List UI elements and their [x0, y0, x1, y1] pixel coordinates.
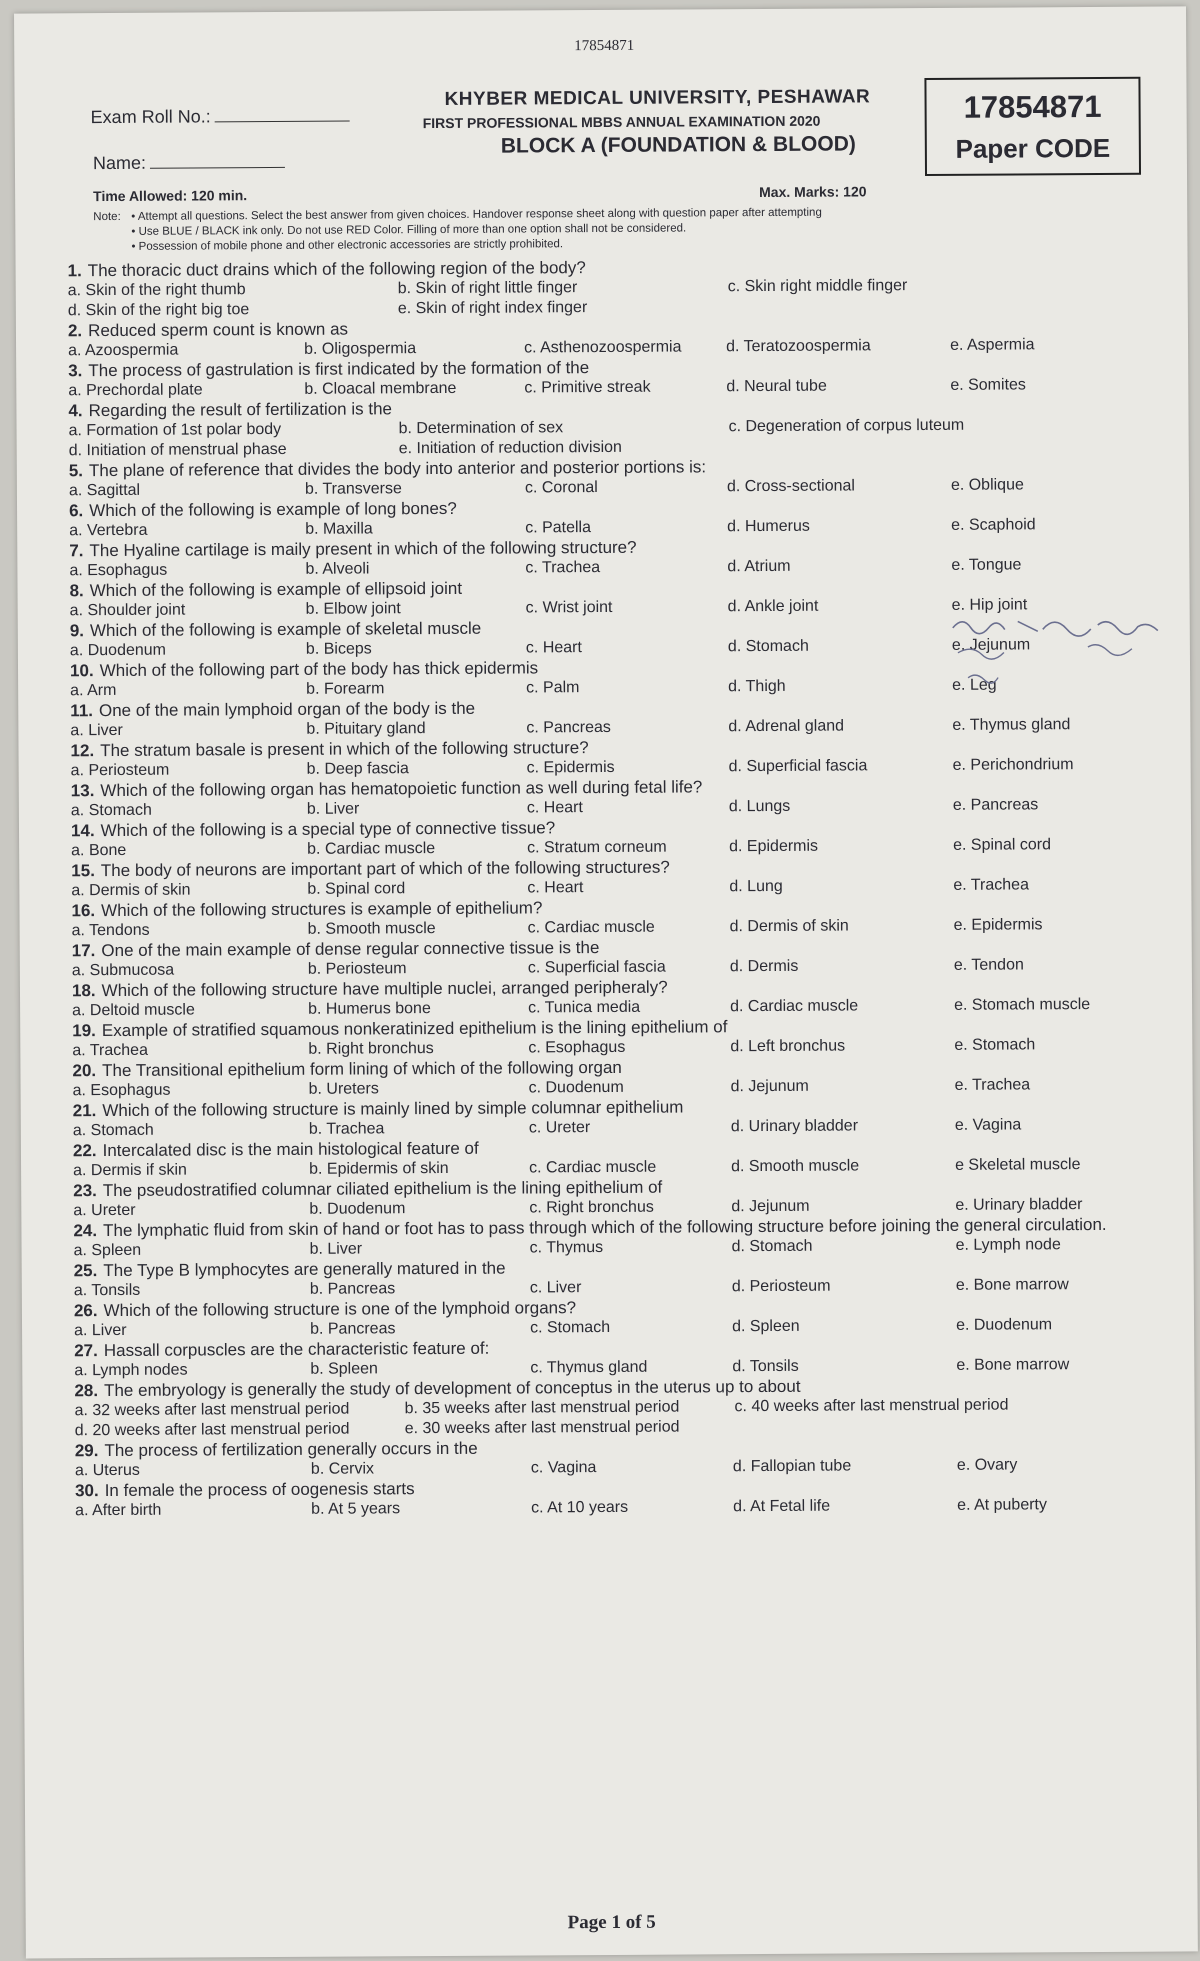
- answer-option[interactable]: a. Sagittal: [68, 481, 141, 500]
- answer-option[interactable]: d. Ankle joint: [727, 597, 819, 616]
- answer-option[interactable]: a. Stomach: [70, 801, 152, 820]
- answer-option[interactable]: e. Urinary bladder: [955, 1196, 1083, 1214]
- answer-option[interactable]: b. Maxilla: [305, 520, 373, 538]
- question-number: 16.: [71, 901, 96, 921]
- question-number: 10.: [69, 661, 94, 681]
- answer-option[interactable]: c. Tunica media: [528, 998, 641, 1017]
- answer-option[interactable]: e. Stomach: [954, 1036, 1036, 1054]
- question-item: [23, 1434, 1195, 1481]
- question-item: [19, 854, 1191, 901]
- question-number: 15.: [71, 861, 95, 881]
- question-text: In female the process of oogenesis starts: [104, 1479, 415, 1501]
- question-text: Hassall corpuscles are the characteristic feature of:: [103, 1338, 490, 1361]
- question-item: [22, 1294, 1194, 1341]
- answer-option[interactable]: e. Lymph node: [955, 1236, 1061, 1254]
- answer-option[interactable]: d. Dermis: [729, 957, 799, 976]
- answer-option[interactable]: a. Uterus: [74, 1461, 140, 1480]
- note-item: • Attempt all questions. Select the best answer from given choices. Handover response sheet along with question paper after attempting: [131, 206, 822, 223]
- question-list: [16, 254, 1196, 1521]
- answer-option[interactable]: e. Duodenum: [955, 1316, 1053, 1334]
- answer-option[interactable]: e. Initiation of reduction division: [398, 438, 622, 458]
- question-item: [20, 974, 1192, 1021]
- answer-option[interactable]: e. At puberty: [957, 1496, 1048, 1514]
- answer-option[interactable]: a. 32 weeks after last menstrual period: [74, 1400, 350, 1420]
- answer-options: [68, 274, 1188, 321]
- question-number: 27.: [74, 1341, 98, 1361]
- question-text: Regarding the result of fertilization is the: [88, 399, 393, 421]
- question-item: [16, 394, 1188, 461]
- question-text: Which of the following structures is example of epithelium?: [101, 898, 543, 921]
- roll-line: [215, 121, 350, 123]
- question-number: 3.: [68, 361, 83, 381]
- note-item: • Use BLUE / BLACK ink only. Do not use RED Color. Filling of more than one option shall not be considered.: [131, 222, 687, 238]
- answer-option[interactable]: e. Trachea: [953, 876, 1030, 894]
- question-number: 13.: [70, 781, 95, 801]
- answer-option[interactable]: a. Tendons: [71, 921, 150, 940]
- question-text: The Hyaline cartilage is maily present in which of the following structure?: [89, 537, 637, 561]
- answer-option[interactable]: b. Spleen: [310, 1360, 378, 1378]
- answer-option[interactable]: a. Skin of the right thumb: [67, 281, 246, 300]
- answer-option[interactable]: a. Dermis of skin: [71, 881, 191, 900]
- answer-option[interactable]: b. Forearm: [306, 680, 385, 698]
- answer-option[interactable]: b. Duodenum: [309, 1200, 406, 1218]
- answer-option[interactable]: a. Liver: [74, 1321, 127, 1340]
- answer-option[interactable]: d. Left bronchus: [730, 1037, 846, 1056]
- question-number: 19.: [72, 1021, 96, 1041]
- answer-option[interactable]: d. Urinary bladder: [730, 1117, 859, 1136]
- answer-option[interactable]: c. Superficial fascia: [527, 958, 666, 977]
- question-number: 7.: [69, 541, 84, 561]
- answer-option[interactable]: c. Epidermis: [526, 758, 615, 777]
- paper-code-box: [924, 77, 1141, 176]
- exam-paper: [14, 6, 1198, 1958]
- question-item: [19, 774, 1191, 821]
- answer-option[interactable]: c. Liver: [529, 1279, 582, 1297]
- answer-option[interactable]: a. Stomach: [72, 1121, 154, 1140]
- answer-option[interactable]: e. Stomach muscle: [954, 996, 1091, 1014]
- name-line: [150, 167, 285, 169]
- answer-option[interactable]: b. Liver: [306, 800, 360, 818]
- answer-option[interactable]: b. Skin of right little finger: [397, 279, 578, 298]
- question-text: Which of the following is a special type of connective tissue?: [100, 818, 556, 841]
- question-item: [20, 1014, 1192, 1061]
- answer-option[interactable]: b. Cardiac muscle: [307, 840, 436, 858]
- answer-option[interactable]: a. Bone: [71, 841, 127, 860]
- answer-option[interactable]: d. Teratozoospermia: [726, 337, 871, 356]
- question-item: [17, 454, 1189, 501]
- answer-option[interactable]: d. At Fetal life: [733, 1497, 831, 1516]
- question-number: 1.: [67, 261, 82, 281]
- answer-option[interactable]: b. Ureters: [308, 1080, 379, 1098]
- answer-option[interactable]: a. Duodenum: [69, 641, 167, 660]
- answer-option[interactable]: a. Dermis if skin: [73, 1161, 187, 1180]
- answer-option[interactable]: b. Humerus bone: [308, 1000, 431, 1018]
- instructions: [93, 203, 1187, 255]
- question-item: [16, 354, 1188, 401]
- question-number: 8.: [69, 581, 84, 601]
- note-label: Note:: [93, 210, 121, 224]
- question-text: The Type B lymphocytes are generally matured in the: [103, 1258, 506, 1281]
- answer-option[interactable]: e Skeletal muscle: [955, 1156, 1081, 1174]
- question-number: 20.: [72, 1061, 97, 1081]
- paper-code-number: 17854871: [963, 88, 1102, 125]
- answer-option[interactable]: c. Trachea: [525, 559, 601, 577]
- question-item: [21, 1214, 1193, 1261]
- question-item: [23, 1474, 1195, 1521]
- answer-option[interactable]: d. Lungs: [728, 797, 791, 816]
- question-number: 26.: [73, 1301, 98, 1321]
- answer-option[interactable]: e. Trachea: [954, 1076, 1031, 1094]
- answer-option[interactable]: d. Stomach: [731, 1237, 813, 1256]
- answer-option[interactable]: e. Tongue: [951, 556, 1022, 574]
- answer-option[interactable]: c. Vagina: [530, 1459, 597, 1477]
- question-number: 9.: [69, 621, 85, 641]
- question-item: [22, 1254, 1194, 1301]
- answer-option[interactable]: d. Lung: [729, 877, 783, 896]
- answer-option[interactable]: a. Shoulder joint: [69, 601, 186, 620]
- question-number: 22.: [72, 1141, 97, 1161]
- answer-option[interactable]: a. Ureter: [73, 1201, 136, 1220]
- question-text: The lymphatic fluid from skin of hand or foot has to pass through which of the following structure before joining the general circulation.: [103, 1214, 1107, 1241]
- question-item: [18, 694, 1190, 741]
- answer-option[interactable]: c. Primitive streak: [524, 378, 651, 397]
- question-item: [19, 814, 1191, 861]
- answer-option[interactable]: b. Pancreas: [310, 1320, 396, 1338]
- question-number: 25.: [73, 1261, 98, 1281]
- answer-option[interactable]: e. Spinal cord: [953, 836, 1052, 854]
- answer-option[interactable]: c. 40 weeks after last menstrual period: [734, 1396, 1009, 1416]
- answer-option[interactable]: e. Somites: [950, 376, 1026, 394]
- answer-option[interactable]: b. Spinal cord: [307, 880, 406, 898]
- answer-option[interactable]: d. Initiation of menstrual phase: [68, 440, 287, 460]
- answer-option[interactable]: d. Neural tube: [726, 377, 827, 396]
- answer-option[interactable]: c. Esophagus: [528, 1038, 626, 1057]
- question-text: Example of stratified squamous nonkeratinized epithelium is the lining epithelium of: [101, 1017, 728, 1041]
- answer-option[interactable]: a. Esophagus: [72, 1081, 171, 1100]
- answer-option[interactable]: c. Thymus: [529, 1239, 604, 1257]
- answer-option[interactable]: e. 30 weeks after last menstrual period: [404, 1418, 680, 1438]
- question-text: Intercalated disc is the main histological feature of: [102, 1138, 479, 1161]
- answer-option[interactable]: d. Cardiac muscle: [730, 997, 859, 1016]
- question-text: Which of the following organ has hematopoietic function as well during fetal life?: [100, 777, 703, 801]
- answer-option[interactable]: d. Skin of the right big toe: [67, 301, 250, 320]
- answer-option[interactable]: c. Ureter: [528, 1119, 591, 1137]
- answer-option[interactable]: b. Epidermis of skin: [309, 1159, 449, 1178]
- answer-option[interactable]: d. 20 weeks after last menstrual period: [74, 1420, 350, 1440]
- question-number: 24.: [73, 1221, 98, 1241]
- answer-option[interactable]: d. Tonsils: [732, 1357, 799, 1376]
- roll-number-field: [91, 106, 350, 129]
- answer-option[interactable]: d. Humerus: [727, 517, 810, 536]
- exam-header: [14, 6, 1187, 188]
- question-number: 14.: [70, 821, 95, 841]
- answer-option[interactable]: d. Dermis of skin: [729, 917, 849, 936]
- answer-option[interactable]: a. Trachea: [72, 1041, 149, 1060]
- answer-option[interactable]: e. Tendon: [953, 956, 1024, 974]
- answer-option[interactable]: c. Palm: [526, 679, 580, 697]
- answer-options: [69, 414, 1189, 461]
- answer-option[interactable]: e. Jejunum: [951, 636, 1031, 654]
- answer-option[interactable]: b. At 5 years: [311, 1500, 401, 1518]
- question-item: [17, 534, 1189, 581]
- answer-option[interactable]: e. Skin of right index finger: [397, 299, 588, 318]
- answer-option[interactable]: c. Heart: [526, 799, 583, 817]
- question-text: The thoracic duct drains which of the following region of the body?: [87, 258, 586, 281]
- answer-option[interactable]: c. Patella: [525, 519, 592, 537]
- question-item: [16, 314, 1188, 361]
- answer-option[interactable]: c. Right bronchus: [529, 1198, 654, 1217]
- answer-option[interactable]: d. Spleen: [731, 1317, 800, 1336]
- answer-option[interactable]: c. Cardiac muscle: [529, 1158, 657, 1177]
- question-item: [18, 734, 1190, 781]
- answer-option[interactable]: a. Liver: [70, 721, 123, 740]
- question-item: [20, 1054, 1192, 1101]
- answer-option[interactable]: d. Smooth muscle: [731, 1157, 860, 1176]
- question-text: One of the main lymphoid organ of the body is the: [98, 698, 476, 721]
- answer-option[interactable]: b. Determination of sex: [398, 419, 564, 438]
- university-name: KHYBER MEDICAL UNIVERSITY, PESHAWAR: [444, 86, 871, 110]
- answer-option[interactable]: e. Scaphoid: [951, 516, 1036, 534]
- answer-option[interactable]: e. Hip joint: [951, 596, 1028, 614]
- question-number: 23.: [73, 1181, 97, 1201]
- answer-option[interactable]: c. At 10 years: [531, 1498, 629, 1517]
- question-text: Reduced sperm count is known as: [88, 319, 349, 341]
- answer-option[interactable]: a. Esophagus: [69, 561, 168, 580]
- question-text: Which of the following is example of ellipsoid joint: [89, 578, 463, 601]
- answer-option[interactable]: a. Spleen: [73, 1241, 142, 1260]
- answer-option[interactable]: b. Alveoli: [305, 560, 370, 578]
- question-text: The Transitional epithelium form lining of which of the following organ: [102, 1057, 622, 1081]
- answer-option[interactable]: c. Asthenozoospermia: [524, 338, 682, 357]
- note-item: • Possession of mobile phone and other electronic accessories are strictly prohibited.: [131, 238, 564, 253]
- answer-option[interactable]: a. Periosteum: [70, 761, 170, 780]
- answer-option[interactable]: a. Formation of 1st polar body: [68, 420, 282, 440]
- question-text: Which of the following part of the body has thick epidermis: [99, 658, 539, 681]
- question-number: 2.: [67, 321, 83, 341]
- question-number: 5.: [68, 461, 84, 481]
- question-number: 18.: [71, 981, 96, 1001]
- answer-option[interactable]: d. Atrium: [727, 557, 791, 576]
- answer-option[interactable]: b. Biceps: [305, 640, 372, 658]
- question-text: The process of gastrulation is first indicated by the formation of the: [88, 358, 590, 381]
- answer-option[interactable]: b. Periosteum: [307, 960, 407, 978]
- answer-option[interactable]: b. Pancreas: [309, 1280, 396, 1298]
- question-item: [19, 894, 1191, 941]
- answer-option[interactable]: c. Heart: [525, 639, 582, 657]
- question-item: [20, 934, 1192, 981]
- exam-title: FIRST PROFESSIONAL MBBS ANNUAL EXAMINATION 2020: [422, 112, 821, 132]
- question-text: Which of the following structure is one of the lymphoid organs?: [103, 1298, 577, 1321]
- question-number: 17.: [71, 941, 96, 961]
- answer-option[interactable]: e. Ovary: [956, 1456, 1018, 1474]
- answer-option[interactable]: a. Arm: [70, 681, 117, 700]
- answer-option[interactable]: b. Liver: [309, 1240, 363, 1258]
- question-text: Which of the following is example of long bones?: [89, 498, 457, 521]
- question-item: [21, 1134, 1193, 1181]
- question-number: 29.: [74, 1441, 99, 1461]
- answer-option[interactable]: c. Duodenum: [528, 1078, 624, 1097]
- serial-number: 17854871: [574, 37, 635, 55]
- answer-option[interactable]: d. Stomach: [727, 637, 809, 656]
- answer-option[interactable]: b. Cloacal membrane: [304, 379, 457, 398]
- answer-option[interactable]: d. Periosteum: [731, 1277, 831, 1296]
- name-field: [93, 152, 285, 174]
- answer-option[interactable]: d. Thigh: [728, 677, 786, 696]
- question-number: 30.: [74, 1481, 99, 1501]
- answer-option[interactable]: a. Deltoid muscle: [72, 1001, 195, 1020]
- question-text: Which of the following structure is mainly lined by simple columnar epithelium: [102, 1097, 684, 1121]
- answer-options: [74, 1394, 1194, 1441]
- answer-option[interactable]: b. Pituitary gland: [306, 720, 426, 738]
- time-allowed: Time Allowed: 120 min.: [93, 187, 248, 205]
- answer-option[interactable]: a. Prechordal plate: [68, 381, 203, 400]
- question-number: 4.: [68, 401, 83, 421]
- answer-option[interactable]: e. Bone marrow: [955, 1276, 1069, 1294]
- answer-option[interactable]: b. Deep fascia: [306, 760, 409, 778]
- answer-option[interactable]: e. Leg: [952, 676, 997, 694]
- max-marks: Max. Marks: 120: [759, 183, 867, 201]
- question-text: The embryology is generally the study of development of conceptus in the uterus up to about: [104, 1376, 801, 1401]
- question-text: Which of the following is example of skeletal muscle: [89, 618, 482, 641]
- answer-option[interactable]: d. Adrenal gland: [728, 717, 845, 736]
- answer-option[interactable]: c. Stratum corneum: [527, 838, 667, 857]
- answer-option[interactable]: e. Epidermis: [953, 916, 1043, 934]
- answer-option[interactable]: c. Degeneration of corpus luteum: [728, 416, 965, 436]
- answer-option[interactable]: a. After birth: [75, 1501, 162, 1520]
- question-text: The stratum basale is present in which of the following structure?: [100, 738, 589, 761]
- answer-option[interactable]: b. Oligospermia: [304, 340, 417, 358]
- answer-option[interactable]: b. Smooth muscle: [307, 920, 436, 938]
- question-number: 21.: [72, 1101, 97, 1121]
- answer-option[interactable]: e. Bone marrow: [956, 1356, 1070, 1374]
- question-number: 11.: [70, 701, 94, 721]
- answer-option[interactable]: c. Skin right middle finger: [727, 277, 908, 296]
- answer-option[interactable]: b. Elbow joint: [305, 600, 401, 618]
- answer-option[interactable]: c. Wrist joint: [525, 598, 613, 617]
- question-number: 6.: [68, 501, 84, 521]
- question-number: 12.: [70, 741, 95, 761]
- answer-option[interactable]: d. Jejunum: [730, 1077, 809, 1096]
- question-text: The pseudostratified columnar ciliated epithelium is the lining epithelium of: [102, 1177, 663, 1201]
- answer-option[interactable]: e. Thymus gland: [952, 716, 1071, 734]
- question-text: Which of the following structure have multiple nuclei, arranged peripheraly?: [101, 977, 668, 1001]
- block-title: BLOCK A (FOUNDATION & BLOOD): [500, 132, 856, 158]
- question-number: 28.: [74, 1381, 99, 1401]
- answer-option[interactable]: a. Vertebra: [69, 521, 148, 540]
- answer-option[interactable]: d. Fallopian tube: [732, 1457, 852, 1476]
- answer-option[interactable]: e. Aspermia: [950, 336, 1035, 354]
- question-text: The process of fertilization generally occurs in the: [104, 1438, 478, 1461]
- question-item: [22, 1334, 1194, 1381]
- answer-option[interactable]: e. Oblique: [950, 476, 1024, 494]
- answer-option[interactable]: c. Thymus gland: [530, 1358, 648, 1377]
- handwritten-scribble: [948, 606, 1189, 697]
- answer-option[interactable]: e. Vagina: [954, 1116, 1022, 1134]
- question-text: The body of neurons are important part of which of the following structures?: [100, 857, 670, 881]
- answer-option[interactable]: b. Trachea: [308, 1120, 385, 1138]
- name-label: Name:: [92, 152, 147, 174]
- answer-option[interactable]: e. Pancreas: [952, 796, 1039, 814]
- answer-option[interactable]: a. Azoospermia: [68, 341, 179, 360]
- question-item: [22, 1374, 1194, 1441]
- question-item: [21, 1094, 1193, 1141]
- answer-option[interactable]: d. Jejunum: [731, 1197, 810, 1216]
- question-item: [17, 494, 1189, 541]
- paper-code-label: Paper CODE: [955, 132, 1111, 164]
- answer-option[interactable]: e. Perichondrium: [952, 756, 1074, 774]
- answer-option[interactable]: c. Coronal: [524, 479, 598, 497]
- answer-option[interactable]: c. Stomach: [529, 1318, 611, 1337]
- answer-option[interactable]: b. Transverse: [304, 480, 402, 498]
- answer-option[interactable]: d. Superficial fascia: [728, 757, 868, 776]
- answer-option[interactable]: b. 35 weeks after last menstrual period: [404, 1398, 680, 1418]
- roll-label: Exam Roll No.:: [90, 106, 211, 128]
- answer-option[interactable]: b. Cervix: [310, 1460, 375, 1478]
- question-text: One of the main example of dense regular connective tissue is the: [101, 938, 600, 961]
- answer-option[interactable]: a. Submucosa: [71, 961, 175, 980]
- answer-option[interactable]: c. Heart: [527, 879, 584, 897]
- question-item: [16, 254, 1188, 321]
- answer-option[interactable]: c. Cardiac muscle: [527, 918, 655, 937]
- answer-option[interactable]: d. Epidermis: [729, 837, 819, 856]
- answer-option[interactable]: c. Pancreas: [526, 718, 611, 737]
- answer-option[interactable]: a. Tonsils: [73, 1281, 141, 1300]
- question-text: The plane of reference that divides the body into anterior and posterior portions is:: [88, 457, 707, 481]
- page-number: Page 1 of 5: [567, 1911, 656, 1934]
- answer-option[interactable]: a. Lymph nodes: [74, 1361, 188, 1380]
- answer-option[interactable]: d. Cross-sectional: [726, 477, 856, 496]
- answer-option[interactable]: b. Right bronchus: [308, 1040, 434, 1058]
